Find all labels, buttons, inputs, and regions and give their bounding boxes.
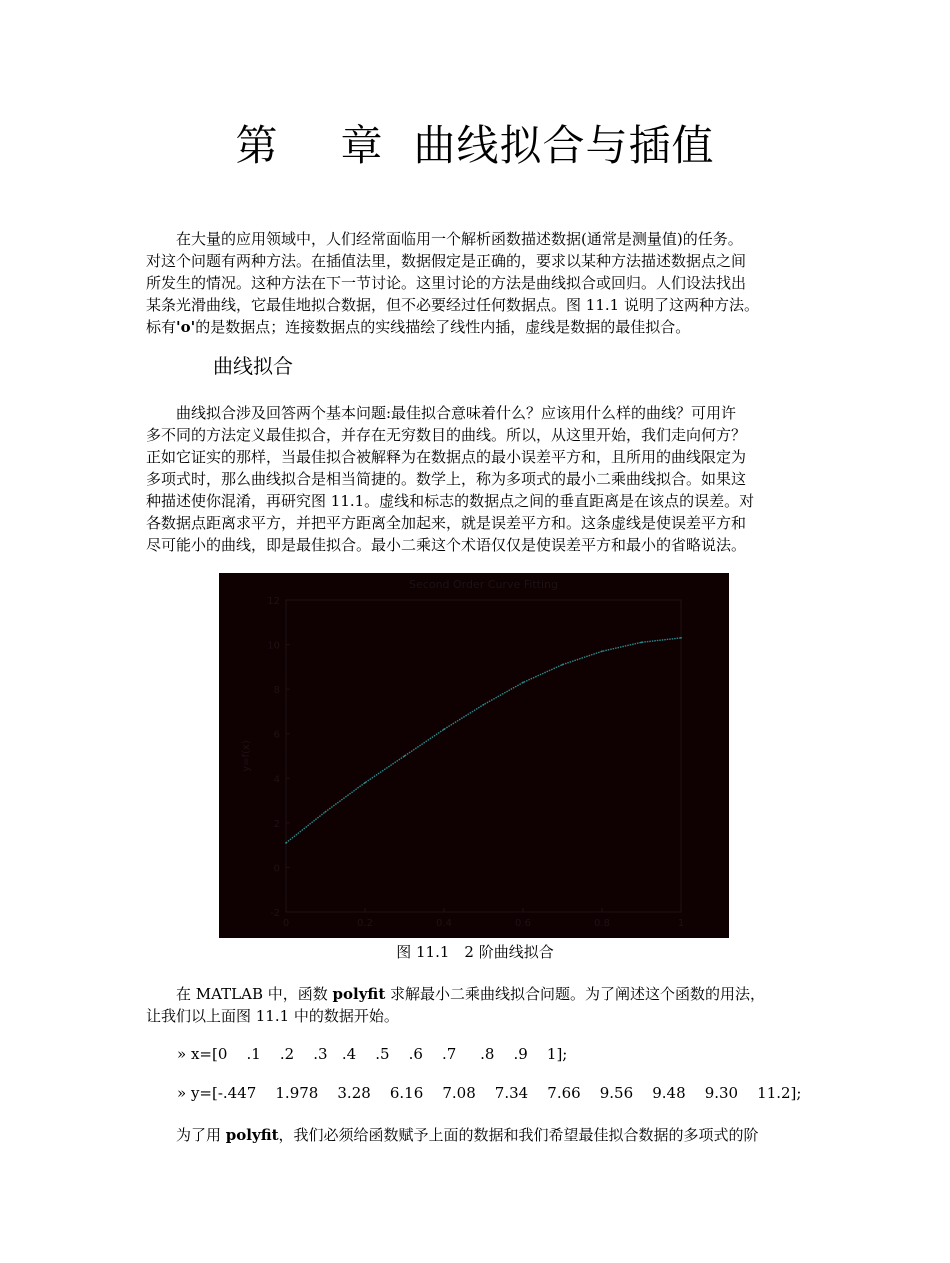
chapter-word-1: 第 [235, 121, 279, 170]
x-tick-label: 0.8 [594, 918, 610, 929]
chart-figure [219, 573, 729, 938]
chapter-heading: 曲线拟合与插值 [413, 121, 715, 170]
body-line: 各数据点距离求平方，并把平方距离全加起来，就是误差平方和。这条虚线是使误差平方和 [146, 514, 747, 532]
function-name: polyfit [332, 985, 386, 1003]
body-paragraph [146, 402, 808, 556]
fit-curve-point [483, 704, 485, 706]
y-tick-label: 8 [273, 685, 280, 697]
last-text: ，我们必须给函数赋予上面的数据和我们希望最佳拟合数据的多项式的阶 [278, 1126, 759, 1144]
fit-curve-point [443, 728, 445, 730]
fit-curve-point [404, 755, 406, 757]
intro-paragraph [146, 228, 808, 338]
matlab-paragraph [146, 983, 808, 1027]
section-title: 曲线拟合 [213, 354, 293, 378]
chapter-title [0, 113, 950, 173]
chapter-word-2: 章 [340, 121, 384, 170]
x-tick-label: 0.6 [515, 918, 531, 929]
intro-line: 对这个问题有两种方法。在插值法里，数据假定是正确的，要求以某种方法描述数据点之间 [146, 252, 747, 270]
intro-line: 某条光滑曲线，它最佳地拟合数据，但不必要经过任何数据点。图 11.1 说明了这两种方法。 [146, 296, 759, 314]
matlab-text: 在 MATLAB 中，函数 [176, 985, 333, 1003]
intro-line: 所发生的情况。这种方法在下一节讨论。这里讨论的方法是曲线拟合或回归。人们设法找出 [146, 274, 747, 292]
last-text: 为了用 [176, 1126, 226, 1144]
y-tick-label: 10 [267, 640, 280, 652]
plot-frame [286, 600, 681, 912]
chart-title: Second Order Curve Fitting [409, 578, 558, 591]
code-line-y: » y=[-.447 1.978 3.28 6.16 7.08 7.34 7.66 9.56 9.48 9.30 11.2]; [177, 1084, 802, 1102]
fit-curve-point [680, 637, 682, 639]
fit-curve-point [285, 842, 287, 844]
matlab-text: 求解最小二乘曲线拟合问题。为了阐述这个函数的用法， [385, 985, 766, 1003]
matlab-line [146, 983, 808, 1005]
y-tick-label: 12 [267, 596, 280, 607]
y-tick-label: 2 [273, 818, 280, 830]
fit-curve-line [286, 638, 681, 843]
intro-bold: 'o' [176, 318, 196, 336]
y-axis-label: y=f(x) [241, 740, 252, 772]
body-line: 多不同的方法定义最佳拟合，并存在无穷数目的曲线。所以，从这里开始，我们走向何方？ [146, 426, 747, 444]
x-tick-label: 0.2 [357, 918, 373, 929]
intro-text: 的是数据点；连接数据点的实线描绘了线性内插，虚线是数据的最佳拟合。 [195, 318, 691, 336]
y-tick-label: 6 [273, 729, 280, 741]
fit-curve-point [325, 811, 327, 813]
last-line [146, 1124, 808, 1146]
figure-caption: 图 11.1 2 阶曲线拟合 [396, 943, 554, 961]
y-tick-label: 4 [273, 774, 280, 786]
code-line-x: » x=[0 .1 .2 .3 .4 .5 .6 .7 .8 .9 1]; [177, 1045, 568, 1063]
function-name: polyfit [225, 1126, 279, 1144]
y-tick-label: 0 [273, 863, 280, 875]
y-tick-label: -2 [270, 908, 280, 919]
intro-line [146, 316, 808, 338]
body-line: 种描述使你混淆，再研究图 11.1。虚线和标志的数据点之间的垂直距离是在该点的误差。对 [146, 492, 755, 510]
last-paragraph [146, 1124, 808, 1146]
matlab-line: 让我们以上面图 11.1 中的数据开始。 [146, 1007, 399, 1025]
fit-curve-point [562, 664, 564, 666]
body-line: 尽可能小的曲线，即是最佳拟合。最小二乘这个术语仅仅是使误差平方和最小的省略说法。 [146, 536, 747, 554]
intro-text: 标有 [146, 318, 177, 336]
x-tick-label: 0 [282, 918, 290, 929]
body-line: 曲线拟合涉及回答两个基本问题:最佳拟合意味着什么？应该用什么样的曲线？可用许 [176, 404, 737, 422]
fit-curve-point [641, 641, 643, 643]
x-tick-label: 0.4 [436, 918, 452, 929]
intro-line: 在大量的应用领域中，人们经常面临用一个解析函数描述数据(通常是测量值)的任务。 [176, 230, 743, 248]
fit-curve-point [522, 682, 524, 684]
fit-curve-point [601, 650, 603, 652]
chart-svg [219, 573, 729, 938]
body-line: 多项式时，那么曲线拟合是相当简捷的。数学上，称为多项式的最小二乘曲线拟合。如果这 [146, 470, 747, 488]
x-tick-label: 1 [677, 918, 685, 929]
fit-curve-point [364, 782, 366, 784]
body-line: 正如它证实的那样，当最佳拟合被解释为在数据点的最小误差平方和，且所用的曲线限定为 [146, 448, 747, 466]
